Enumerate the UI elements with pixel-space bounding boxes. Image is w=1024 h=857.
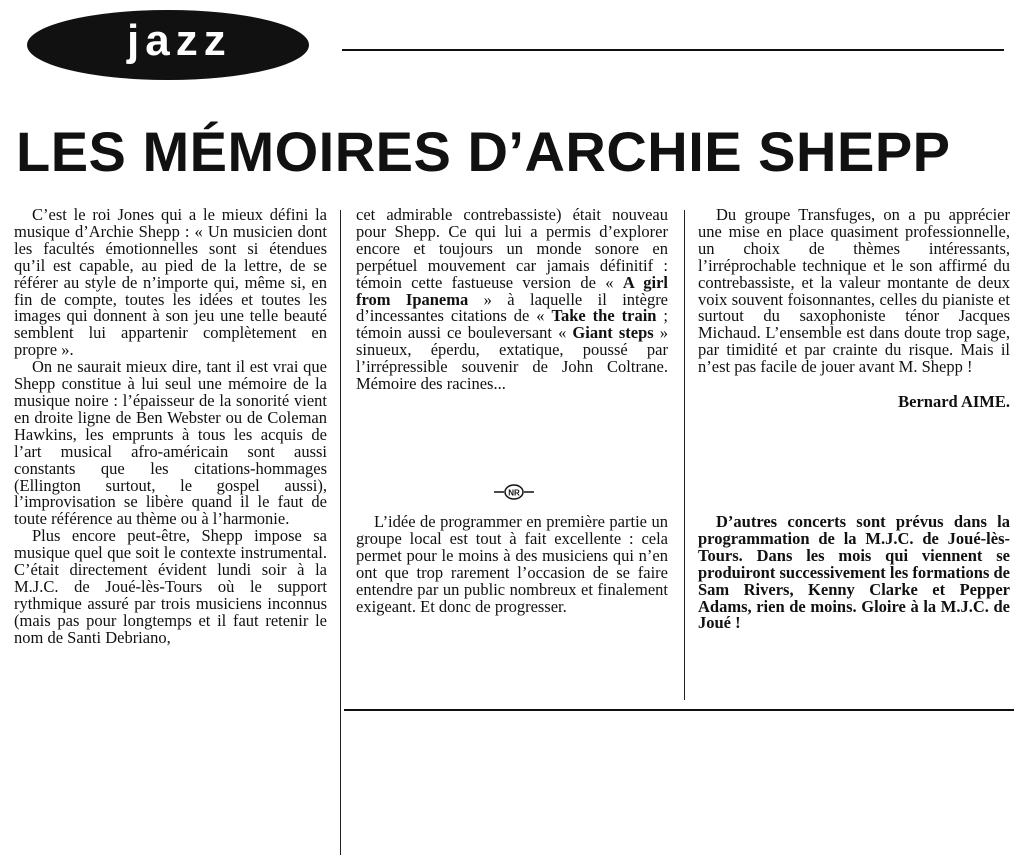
column-divider — [340, 210, 341, 855]
song-title: A girl from Ipanema — [356, 272, 668, 309]
article-column-3 — [698, 207, 1010, 411]
text-run: » sinueux, éperdu, extatique, poussé par l’irrépressible souvenir de John Coltrane. Mémoire des racines... — [356, 323, 669, 394]
section-rule — [344, 709, 1014, 711]
article-column-3-lower — [698, 514, 1010, 632]
author-signature: Bernard AIME. — [898, 392, 1010, 412]
text-run: » à laquelle il intègre d’incessantes citations de « — [356, 289, 669, 326]
concerts-note: D’autres concerts sont prévus dans la programmation de la M.J.C. de Joué-lès-Tours. Dans les mois qui viennent se produiront successivement les formations de Sam Rivers, Kenny Clarke et Pepper Adams, rien de moins. Gloire à la M.J.C. de Joué ! — [698, 512, 1010, 633]
article-column-2-lower — [356, 514, 668, 615]
paragraph — [356, 207, 668, 393]
section-badge — [27, 10, 309, 80]
paragraph: L’idée de programmer en première partie un groupe local est tout à fait excellente : cela permet pour le moins à des musiciens qui n’en ont que trop rarement l’occasion de se faire entendre par un public nombreux et finalement exigeant. Et donc de progresser. — [356, 512, 668, 616]
text-run: cet admirable contrebassiste) était nouveau pour Shepp. Ce qui lui a permis d’explorer encore et toujours un monde sonore en perpétuel mouvement car jamais définitif : témoin cette fastueuse version de « — [356, 205, 668, 292]
text-run: ; témoin aussi ce bouleversant « — [356, 306, 668, 343]
column-divider — [684, 210, 685, 700]
article-column-1 — [14, 207, 327, 647]
section-label: jazz — [127, 16, 232, 65]
paragraph: C’est le roi Jones qui a le mieux défini la musique d’Archie Shepp : « Un musicien dont les facultés émotionnelles sont si étendues qu’il est capable, au pied de la lettre, de se référer au style de n’importe qui, même si, en fin de compte, toutes les idées et toutes les images qui donnent à son jeu une telle beauté semblent lui appartenir complètement en propre ». — [14, 205, 327, 360]
paragraph: On ne saurait mieux dire, tant il est vrai que Shepp constitue à lui seul une mémoire de la musique noire : l’épaisseur de la sonorité vient en droite ligne de Ben Webster ou de Coleman Hawkins, les emprunts à tous les acquis de l’art musical afro-américain sont aussi constants que les citations-hommages (Ellington surtout, le gospel aussi), l’improvisation se libère quand il le faut de toute référence au thème ou à l’harmonie. — [14, 357, 327, 529]
song-title: Take the train — [551, 306, 657, 326]
header-rule — [342, 49, 1004, 51]
article-column-2 — [356, 207, 668, 393]
ornament-icon — [494, 482, 534, 502]
paragraph: Du groupe Transfuges, on a pu apprécier une mise en place quasiment professionnelle, un choix de thèmes intéressants, l’irréprochable technique et le son affirmé du contrebassiste, et la valeur montante de deux voix souvent foisonnantes, celles du pianiste et surtout du saxophoniste ténor Jacques Michaud. L’ensemble est dans doute trop sage, par timidité et par crainte du risque. Mais il n’est pas facile de jouer avant M. Shepp ! — [698, 205, 1010, 377]
song-title: Giant steps — [572, 323, 654, 343]
ornament-monogram: NR — [508, 488, 520, 498]
article-headline: LES MÉMOIRES D’ARCHIE SHEPP — [16, 120, 951, 183]
paragraph: Plus encore peut-être, Shepp impose sa musique quel que soit le contexte instrumental. C’était directement évident lundi soir à la M.J.C. de Joué-lès-Tours où le support rythmique assuré par trois musiciens inconnus (mais pas pour longtemps et il faut retenir le nom de Santi Debriano, — [14, 526, 327, 647]
